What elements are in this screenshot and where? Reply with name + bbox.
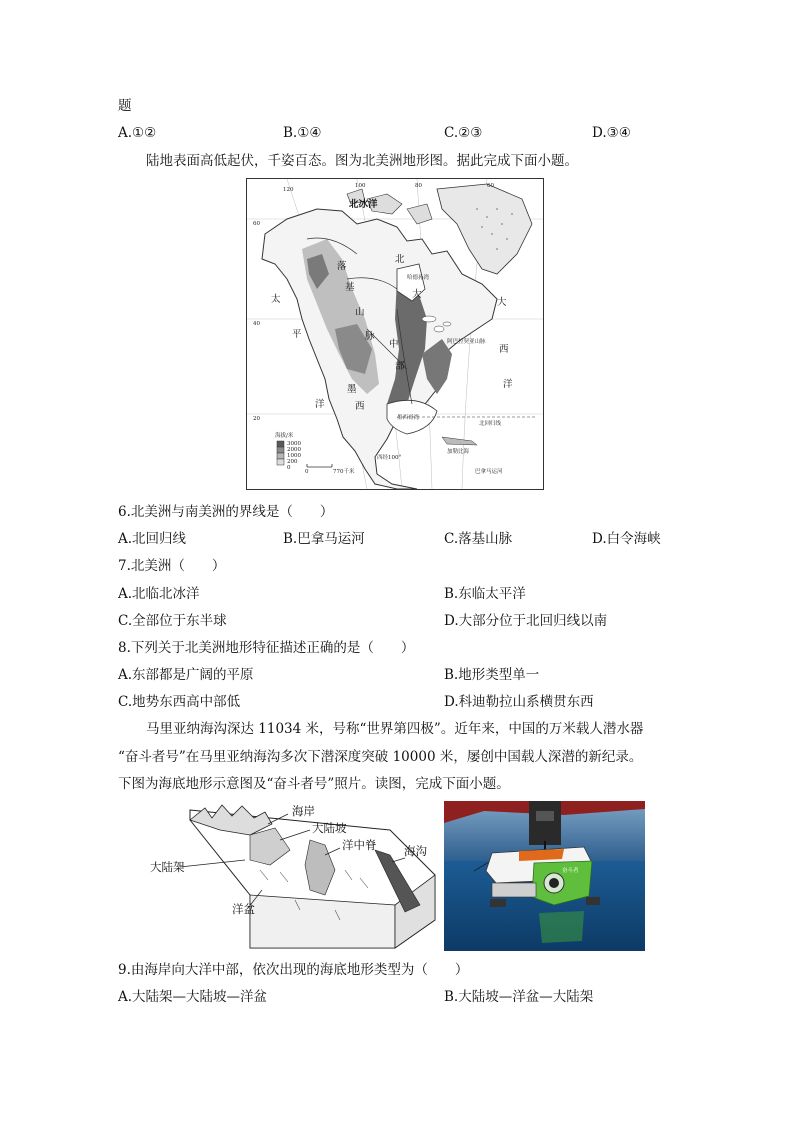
q9-option-a: A.大陆架—大陆坡—洋盆	[118, 989, 268, 1005]
map-label-pacific-3: 洋	[315, 399, 325, 410]
q6-option-a: A.北回归线	[118, 531, 187, 547]
q6-option-b: B.巴拿马运河	[283, 531, 365, 547]
map-legend-200: 200	[287, 459, 298, 465]
map-label-rocky-2: 基	[345, 282, 355, 293]
map-label-rocky-4: 脉	[365, 331, 375, 342]
map-scale-zero: 0	[305, 469, 309, 475]
intro-paragraph-line-3: 下图为海底地形示意图及“奋斗者号”照片。读图，完成下面小题。	[118, 776, 510, 792]
q7-option-b: B.东临太平洋	[444, 586, 526, 602]
map-label-gulf-of-mexico: 墨西哥湾	[397, 415, 420, 421]
map-label-arctic-ocean: 北冰洋	[349, 199, 378, 210]
q8-option-c: C.地势东西高中部低	[118, 694, 241, 710]
intro-paragraph-line-1: 马里亚纳海沟深达 11034 米，号称“世界第四极”。近年来，中国的万米载人潜水器	[146, 721, 644, 737]
map-label-hudson-bay: 哈德孙湾	[407, 275, 430, 281]
intro-paragraph-map: 陆地表面高低起伏，千姿百态。图为北美洲地形图。据此完成下面小题。	[146, 153, 578, 169]
q8-option-b: B.地形类型单一	[444, 667, 540, 683]
q5-option-d: D.③④	[592, 125, 631, 141]
fendouzhe-photo	[444, 801, 645, 951]
map-label-pacific-2: 平	[292, 329, 302, 340]
seafloor-label-ocean-basin: 洋盆	[232, 902, 255, 916]
q8-option-d: D.科迪勒拉山系横贯东西	[444, 694, 594, 710]
map-label-mex-2: 西	[355, 401, 365, 412]
map-lon-60: 60	[487, 183, 494, 189]
north-america-map	[246, 178, 544, 490]
intro-paragraph-line-2: “奋斗者号”在马里亚纳海沟多次下潜深度突破 10000 米，屡创中国载人深潜的新纪录。	[118, 749, 643, 765]
seafloor-label-coast: 海岸	[292, 804, 315, 818]
map-label-atlantic-3: 洋	[503, 379, 513, 390]
q6-option-c: C.落基山脉	[444, 531, 513, 547]
map-lat-60: 60	[253, 221, 260, 227]
map-label-tropic: 北回归线	[479, 421, 502, 427]
seafloor-label-continental-slope: 大陆坡	[312, 821, 347, 835]
map-lon-100: 100	[355, 183, 366, 189]
map-label-atlantic-1: 大	[497, 297, 507, 308]
map-label-rocky-1: 落	[337, 261, 347, 272]
seafloor-label-continental-shelf: 大陆架	[150, 860, 185, 874]
map-label-plain-2: 部	[395, 361, 405, 372]
map-label-pacific-1: 太	[271, 294, 281, 305]
fendouzhe-photo-graphic	[444, 801, 645, 951]
map-legend-2000: 2000	[287, 447, 301, 453]
seafloor-label-trench: 海沟	[404, 844, 427, 858]
map-legend-1000: 1000	[287, 453, 301, 459]
map-label-mex-1: 墨	[347, 384, 357, 395]
q7-option-a: A.北临北冰洋	[118, 586, 200, 602]
q9-stem: 9.由海岸向大洋中部，依次出现的海底地形类型为（ ）	[118, 962, 469, 978]
map-lon-120: 120	[283, 187, 294, 193]
map-legend-title: 海拔/米	[275, 433, 294, 439]
map-label-atlantic-2: 西	[499, 344, 509, 355]
q6-stem: 6.北美洲与南美洲的界线是（ ）	[118, 504, 334, 520]
q7-stem: 7.北美洲（ ）	[118, 558, 226, 574]
question-fragment: 题	[118, 98, 132, 114]
map-legend-0: 0	[287, 465, 291, 471]
seafloor-diagram	[150, 800, 440, 950]
q5-option-b: B.①④	[283, 125, 322, 141]
map-label-west-lon: 西经100°	[377, 455, 402, 461]
map-label-appalachian: 阿巴拉契亚山脉	[447, 339, 486, 345]
q5-option-a: A.①②	[118, 125, 157, 141]
submersible-name: 奋斗者	[562, 868, 579, 874]
q8-option-a: A.东部都是广阔的平原	[118, 667, 254, 683]
q7-option-d: D.大部分位于北回归线以南	[444, 613, 608, 629]
map-label-rocky-3: 山	[355, 307, 365, 318]
q6-option-d: D.白令海峡	[592, 531, 661, 547]
seafloor-label-mid-ocean-ridge: 洋中脊	[342, 838, 377, 852]
seafloor-graphic	[150, 800, 440, 950]
map-label-big: 大	[412, 289, 422, 300]
map-lon-80: 80	[415, 183, 422, 189]
map-lat-20: 20	[253, 416, 260, 422]
map-legend-3000: 3000	[287, 441, 301, 447]
map-label-north: 北	[395, 254, 405, 265]
q9-option-b: B.大陆坡—洋盆—大陆架	[444, 989, 594, 1005]
map-scale: 770千米	[333, 469, 355, 475]
map-label-panama-canal: 巴拿马运河	[475, 469, 503, 475]
map-lat-40: 40	[253, 321, 260, 327]
q8-stem: 8.下列关于北美洲地形特征描述正确的是（ ）	[118, 640, 415, 656]
map-label-plain-1: 中	[389, 339, 399, 350]
q7-option-c: C.全部位于东半球	[118, 613, 227, 629]
q5-option-c: C.②③	[444, 125, 483, 141]
map-label-caribbean: 加勒比海	[447, 449, 470, 455]
